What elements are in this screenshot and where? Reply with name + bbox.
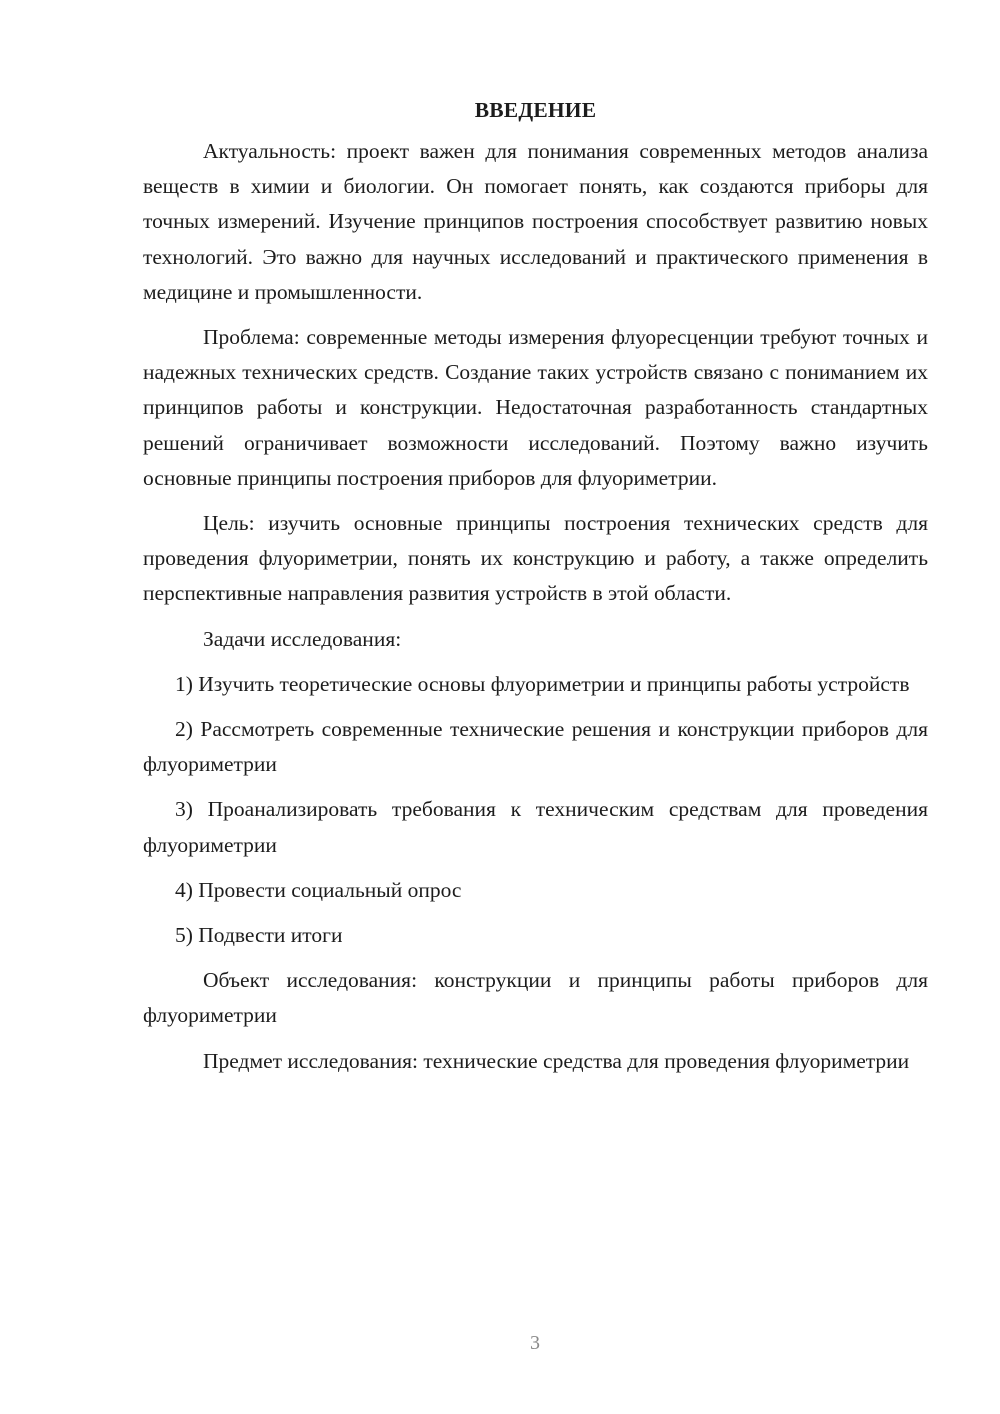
page-number: 3 bbox=[530, 1332, 540, 1354]
task-item-3: 3) Проанализировать требования к техническим средствам для проведения флуориметрии bbox=[143, 797, 928, 857]
goal-paragraph: Цель: изучить основные принципы построения технических средств для проведения флуориметрии, понять их конструкцию и работу, а также определить перспективные направления развития устройств в этой области. bbox=[143, 511, 928, 606]
object-paragraph: Объект исследования: конструкции и принципы работы приборов для флуориметрии bbox=[143, 968, 928, 1028]
task-item-2: 2) Рассмотреть современные технические решения и конструкции приборов для флуориметрии bbox=[143, 717, 928, 777]
task-item-5: 5) Подвести итоги bbox=[175, 923, 343, 948]
page-title: ВВЕДЕНИЕ bbox=[474, 98, 597, 122]
subject-paragraph: Предмет исследования: технические средства для проведения флуориметрии bbox=[203, 1048, 910, 1073]
tasks-title: Задачи исследования: bbox=[203, 626, 402, 651]
page-content bbox=[143, 92, 928, 1079]
task-item-1: 1) Изучить теоретические основы флуориметрии и принципы работы устройств bbox=[175, 671, 910, 696]
problem-paragraph: Проблема: современные методы измерения флуоресценции требуют точных и надежных технических средств. Создание таких устройств связано с пониманием их принципов работы и конструкции. Недостаточная разработанность стандартных решений ограничивает возможности исследований. Поэтому важно изучить основные принципы построения приборов для флуориметрии. bbox=[143, 325, 928, 490]
relevance-paragraph: Актуальность: проект важен для понимания современных методов анализа веществ в химии и биологии. Он помогает понять, как создаются приборы для точных измерений. Изучение принципов построения способствует развитию новых технологий. Это важно для научных исследований и практического применения в медицине и промышленности. bbox=[143, 139, 928, 304]
task-item-4: 4) Провести социальный опрос bbox=[175, 877, 462, 902]
